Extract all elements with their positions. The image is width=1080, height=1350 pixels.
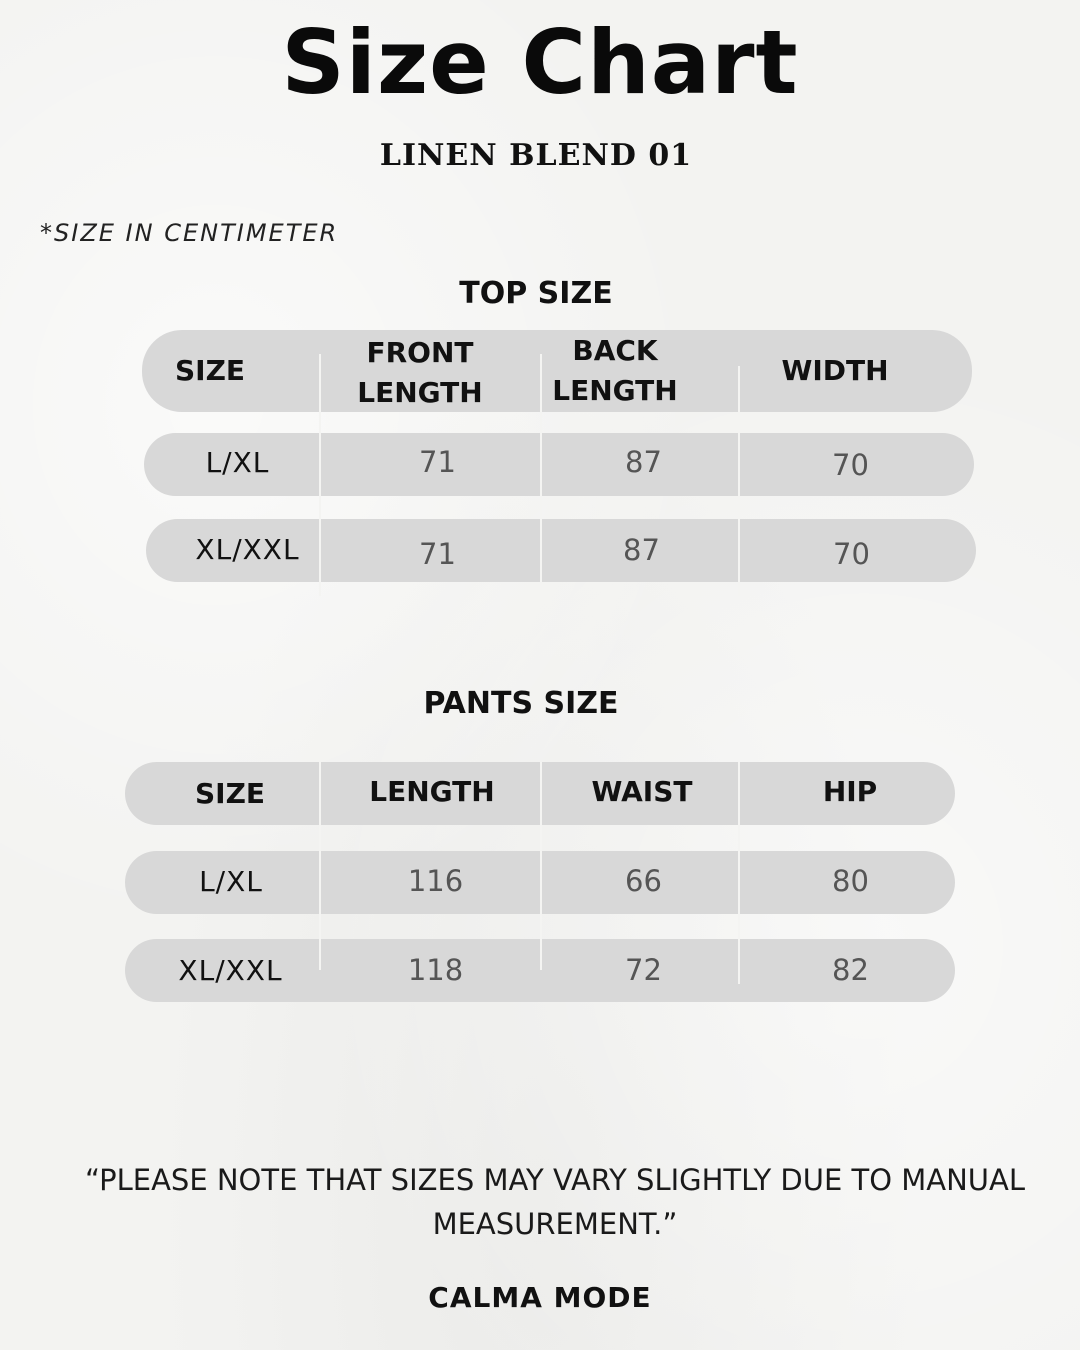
unit-note: *SIZE IN CENTIMETER: [40, 219, 339, 247]
value-cell: 87: [625, 445, 662, 479]
column-divider: [738, 366, 740, 596]
size-cell: L/XL: [199, 864, 263, 898]
column-header-size: SIZE: [174, 354, 245, 387]
value-cell: 70: [833, 537, 870, 571]
column-header-width: WIDTH: [781, 354, 889, 387]
column-header-front-length: FRONT LENGTH: [357, 336, 483, 409]
value-cell: 82: [832, 953, 869, 987]
brand-name: CALMA MODE: [428, 1281, 652, 1314]
column-header-hip: HIP: [822, 775, 878, 808]
size-cell: L/XL: [205, 445, 270, 479]
size-cell: XL/XXL: [178, 953, 283, 987]
pants-size-heading: PANTS SIZE: [423, 686, 619, 721]
value-cell: 71: [419, 445, 456, 479]
size-cell: XL/XXL: [195, 532, 300, 566]
column-header-length: LENGTH: [369, 775, 495, 808]
value-cell: 66: [625, 864, 662, 898]
column-divider: [319, 354, 321, 596]
column-divider: [540, 762, 542, 970]
value-cell: 72: [625, 953, 662, 987]
page-title: Size Chart: [281, 11, 799, 114]
value-cell: 118: [407, 953, 464, 987]
value-cell: 116: [407, 864, 464, 898]
column-header-waist: WAIST: [591, 775, 693, 808]
top-size-heading: TOP SIZE: [459, 276, 613, 311]
value-cell: 80: [832, 864, 869, 898]
value-cell: 70: [832, 448, 869, 482]
column-divider: [319, 762, 321, 970]
value-cell: 87: [623, 533, 660, 567]
measurement-disclaimer: “PLEASE NOTE THAT SIZES MAY VARY SLIGHTLY DUE TO MANUAL MEASUREMENT.”: [84, 1163, 1026, 1241]
column-divider: [738, 762, 740, 984]
column-header-back-length: BACK LENGTH: [552, 334, 678, 407]
value-cell: 71: [419, 537, 456, 571]
column-header-size: SIZE: [194, 777, 265, 810]
product-name: LINEN BLEND 01: [379, 138, 693, 173]
